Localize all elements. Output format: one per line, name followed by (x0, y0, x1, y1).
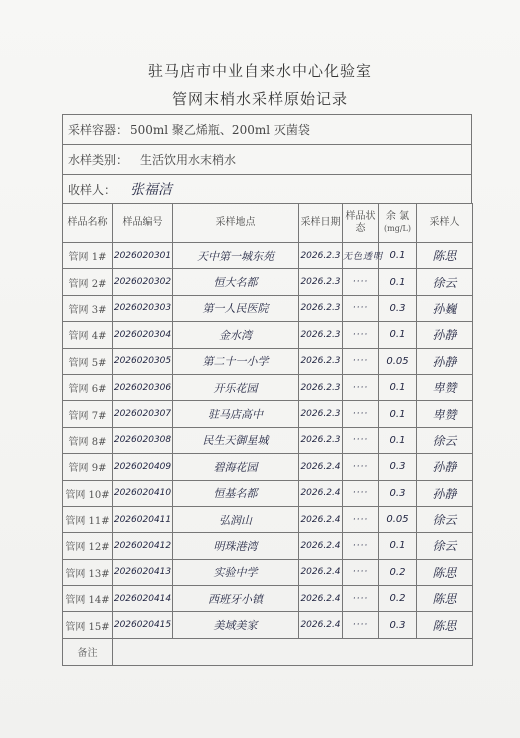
row-code: 2026020410 (113, 480, 173, 506)
row-location: 第二十一小学 (173, 348, 299, 374)
row-code: 2026020304 (113, 322, 173, 348)
row-date: 2026.2.4 (299, 506, 343, 532)
row-location: 第一人民医院 (173, 295, 299, 321)
row-sampler: 孙巍 (417, 295, 473, 321)
row-code: 2026020415 (113, 612, 173, 638)
row-sampler: 陈思 (417, 586, 473, 612)
table-row (63, 348, 473, 374)
container-label: 采样容器： (68, 122, 129, 137)
row-chlorine: 0.1 (379, 401, 417, 427)
row-sampler: 卑赞 (417, 401, 473, 427)
row-location: 恒大名都 (173, 269, 299, 295)
row-chlorine: 0.3 (379, 295, 417, 321)
row-location: 驻马店高中 (173, 401, 299, 427)
row-location: 恒基名都 (173, 480, 299, 506)
row-date: 2026.2.3 (299, 374, 343, 400)
row-status: ···· (343, 612, 379, 638)
row-status: ···· (343, 322, 379, 348)
row-date: 2026.2.3 (299, 401, 343, 427)
header-chlorine-label: 余 氯 (385, 211, 410, 222)
row-name: 管网 11# (63, 506, 113, 532)
row-location: 实验中学 (173, 559, 299, 585)
row-status: ···· (343, 533, 379, 559)
row-code: 2026020412 (113, 533, 173, 559)
collector-signature: 张福洁 (130, 182, 172, 198)
row-name: 管网 9# (63, 454, 113, 480)
type-row (62, 144, 472, 175)
row-name: 管网 7# (63, 401, 113, 427)
row-name: 管网 6# (63, 374, 113, 400)
row-date: 2026.2.4 (299, 559, 343, 585)
row-date: 2026.2.3 (299, 243, 343, 269)
row-status: ···· (343, 401, 379, 427)
table-row (63, 374, 473, 400)
header-name: 样品名称 (63, 204, 113, 243)
row-status: ···· (343, 374, 379, 400)
row-date: 2026.2.3 (299, 295, 343, 321)
row-status: ···· (343, 480, 379, 506)
row-name: 管网 1# (63, 243, 113, 269)
table-row (63, 559, 473, 585)
header-chlorine-unit: (mg/L) (384, 224, 411, 233)
row-sampler: 孙静 (417, 454, 473, 480)
row-date: 2026.2.4 (299, 454, 343, 480)
row-location: 碧海花园 (173, 454, 299, 480)
table-row (63, 243, 473, 269)
table-row (63, 427, 473, 453)
table-row (63, 269, 473, 295)
row-location: 美域美家 (173, 612, 299, 638)
row-name: 管网 2# (63, 269, 113, 295)
row-name: 管网 8# (63, 427, 113, 453)
row-location: 金水湾 (173, 322, 299, 348)
row-date: 2026.2.3 (299, 322, 343, 348)
row-name: 管网 13# (63, 559, 113, 585)
header-chlorine (379, 204, 417, 243)
row-location: 开乐花园 (173, 374, 299, 400)
row-location: 弘润山 (173, 506, 299, 532)
header-status: 样品状态 (343, 204, 379, 243)
collector-row (62, 174, 472, 204)
row-chlorine: 0.1 (379, 374, 417, 400)
header-sampler: 采样人 (417, 204, 473, 243)
row-name: 管网 14# (63, 586, 113, 612)
type-label: 水样类别： (68, 152, 129, 167)
row-sampler: 孙静 (417, 322, 473, 348)
row-status: ···· (343, 559, 379, 585)
header-location: 采样地点 (173, 204, 299, 243)
row-date: 2026.2.3 (299, 427, 343, 453)
row-chlorine: 0.1 (379, 427, 417, 453)
table-row (63, 506, 473, 532)
row-status: ···· (343, 269, 379, 295)
row-code: 2026020413 (113, 559, 173, 585)
row-name: 管网 15# (63, 612, 113, 638)
row-code: 2026020305 (113, 348, 173, 374)
collector-label: 收样人： (68, 182, 117, 197)
row-code: 2026020308 (113, 427, 173, 453)
row-status: ···· (343, 348, 379, 374)
row-chlorine: 0.05 (379, 348, 417, 374)
table-row (63, 454, 473, 480)
table-row (63, 586, 473, 612)
row-chlorine: 0.05 (379, 506, 417, 532)
row-code: 2026020414 (113, 586, 173, 612)
row-status: ···· (343, 427, 379, 453)
row-sampler: 陈思 (417, 559, 473, 585)
row-location: 西班牙小镇 (173, 586, 299, 612)
row-location: 明珠港湾 (173, 533, 299, 559)
row-chlorine: 0.1 (379, 322, 417, 348)
row-code: 2026020307 (113, 401, 173, 427)
row-sampler: 孙静 (417, 348, 473, 374)
row-name: 管网 4# (63, 322, 113, 348)
row-location: 天中第一城东苑 (173, 243, 299, 269)
row-chlorine: 0.1 (379, 243, 417, 269)
row-name: 管网 10# (63, 480, 113, 506)
row-name: 管网 12# (63, 533, 113, 559)
row-sampler: 孙静 (417, 480, 473, 506)
lab-title: 驻马店市中业自来水中心化验室 (147, 62, 372, 80)
table-row (63, 612, 473, 638)
sampling-table (62, 203, 473, 666)
row-sampler: 徐云 (417, 427, 473, 453)
table-row (63, 295, 473, 321)
row-code: 2026020411 (113, 506, 173, 532)
row-date: 2026.2.4 (299, 586, 343, 612)
row-chlorine: 0.1 (379, 269, 417, 295)
table-row (63, 322, 473, 348)
table-row (63, 533, 473, 559)
table-row (63, 401, 473, 427)
remarks-value (113, 638, 473, 665)
row-sampler: 陈思 (417, 612, 473, 638)
row-code: 2026020409 (113, 454, 173, 480)
remarks-row (63, 638, 473, 665)
row-date: 2026.2.4 (299, 480, 343, 506)
row-code: 2026020306 (113, 374, 173, 400)
row-date: 2026.2.4 (299, 612, 343, 638)
row-date: 2026.2.3 (299, 348, 343, 374)
row-sampler: 卑赞 (417, 374, 473, 400)
row-sampler: 徐云 (417, 533, 473, 559)
row-name: 管网 5# (63, 348, 113, 374)
row-location: 民生天御星城 (173, 427, 299, 453)
container-row (62, 114, 472, 145)
row-chlorine: 0.2 (379, 559, 417, 585)
row-status: ···· (343, 454, 379, 480)
row-status: 无色透明 (343, 243, 379, 269)
table-row (63, 480, 473, 506)
row-chlorine: 0.3 (379, 454, 417, 480)
row-sampler: 陈思 (417, 243, 473, 269)
row-date: 2026.2.4 (299, 533, 343, 559)
row-sampler: 徐云 (417, 269, 473, 295)
type-value: 生活饮用水末梢水 (140, 152, 237, 167)
table-header-row (63, 204, 473, 243)
row-code: 2026020301 (113, 243, 173, 269)
row-date: 2026.2.3 (299, 269, 343, 295)
row-chlorine: 0.2 (379, 586, 417, 612)
row-code: 2026020302 (113, 269, 173, 295)
row-chlorine: 0.3 (379, 480, 417, 506)
row-name: 管网 3# (63, 295, 113, 321)
record-title: 管网末梢水采样原始记录 (171, 90, 348, 108)
header-date: 采样日期 (299, 204, 343, 243)
row-status: ···· (343, 586, 379, 612)
row-sampler: 徐云 (417, 506, 473, 532)
row-status: ···· (343, 295, 379, 321)
row-code: 2026020303 (113, 295, 173, 321)
header-code: 样品编号 (113, 204, 173, 243)
row-chlorine: 0.1 (379, 533, 417, 559)
row-chlorine: 0.3 (379, 612, 417, 638)
container-value: 500ml 聚乙烯瓶、200ml 灭菌袋 (130, 122, 310, 137)
remarks-label: 备注 (63, 638, 113, 665)
row-status: ···· (343, 506, 379, 532)
